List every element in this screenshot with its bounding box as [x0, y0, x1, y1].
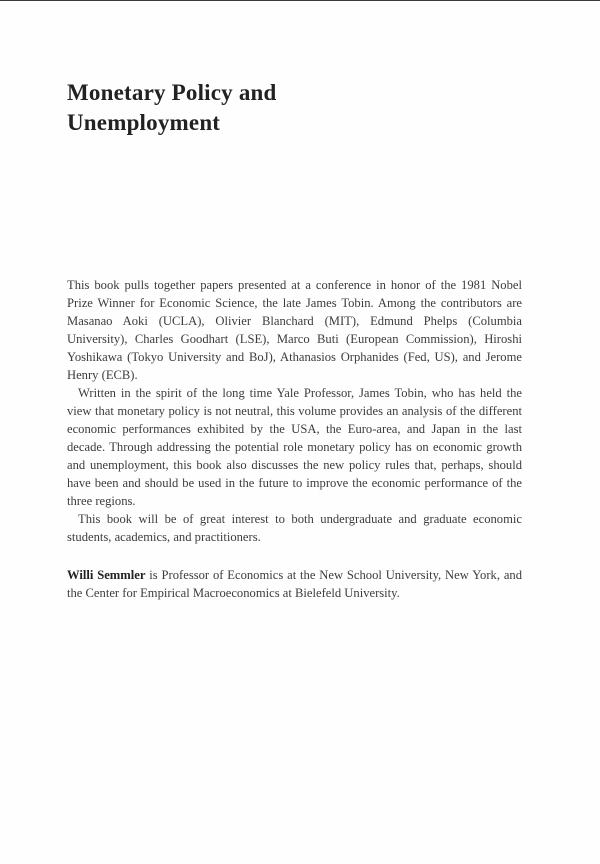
author-bio [67, 566, 522, 602]
book-description [67, 276, 522, 602]
description-paragraph-spirit: Written in the spirit of the long time Yale Professor, James Tobin, who has held the view that monetary policy is not neutral, this volume provides an analysis of the different economic performances exhibited by the USA, the Euro-area, and Japan in the last decade. Through addressing the potential role monetary policy has on economic growth and unemployment, this book also discusses the new policy rules that, perhaps, should have been and should be used in the future to improve the economic performance of the three regions. [67, 386, 522, 508]
description-paragraph-intro: This book pulls together papers presented at a conference in honor of the 1981 Nobel Prize Winner for Economic Science, the late James Tobin. Among the contributors are Masanao Aoki (UCLA), Olivier Blanchard (MIT), Edmund Phelps (Columbia University), Charles Goodhart (LSE), Marco Buti (European Commission), Hiroshi Yoshikawa (Tokyo University and BoJ), Athanasios Orphanides (Fed, US), and Jerome Henry (ECB). [67, 278, 522, 382]
book-title [67, 78, 487, 138]
description-paragraph-audience: This book will be of great interest to both undergraduate and graduate economic students, academics, and practitioners. [67, 512, 522, 544]
author-name: Willi Semmler [67, 568, 146, 582]
book-title-line-2: Unemployment [67, 110, 221, 135]
author-bio-text: is Professor of Economics at the New School University, New York, and the Center for Empirical Macroeconomics at Bielefeld University. [67, 568, 523, 600]
book-title-line-1: Monetary Policy and [67, 80, 277, 105]
